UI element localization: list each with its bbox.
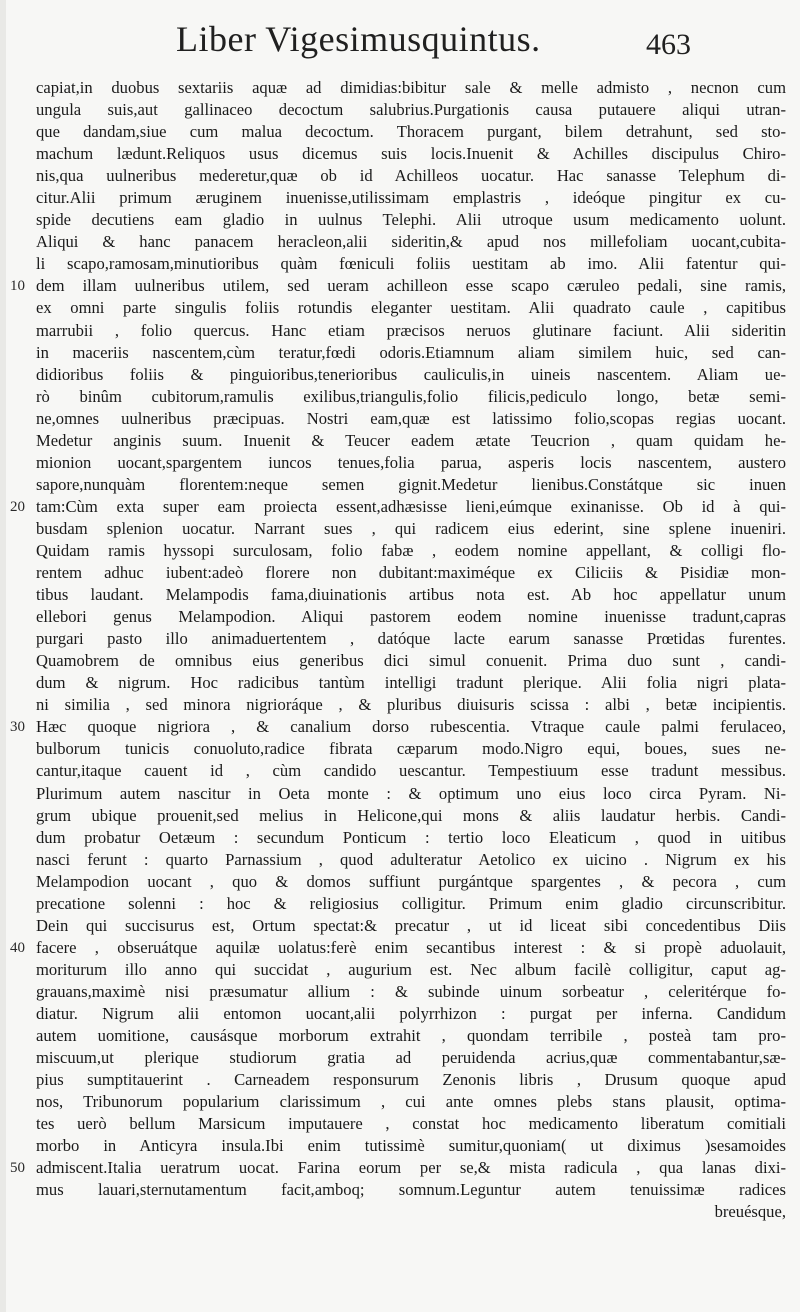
margin-line-number: 20 <box>10 498 25 515</box>
text-line <box>36 1135 786 1157</box>
text-line <box>36 1025 786 1047</box>
line-text: marrubii , folio quercus. Hanc etiam præcisos neruos glutinare faciunt. Alii sideritin <box>36 320 786 340</box>
text-line <box>36 562 786 584</box>
text-line <box>36 584 786 606</box>
text-line <box>36 165 786 187</box>
text-line <box>36 121 786 143</box>
text-line <box>10 716 786 738</box>
text-line <box>36 783 786 805</box>
text-line <box>36 871 786 893</box>
line-text: mionion uocant,spargentem iuncos tenues,folia parua, asperis locis nascentem, austero <box>36 452 786 472</box>
text-line <box>36 1047 786 1069</box>
line-text: Quidam ramis hyssopi surculosam, folio fabæ , eodem nomine appellant, & colligi flo- <box>36 540 786 560</box>
text-line <box>36 1069 786 1091</box>
line-text: tes uerò bellum Marsicum imputauere , constat hoc medicamento liberatum comitiali <box>36 1114 786 1134</box>
running-title: Liber Vigesimusquintus. <box>176 19 541 59</box>
text-line <box>36 99 786 121</box>
line-text: spide decutiens eam gladio in uulnus Telephi. Alii utroque usum medicamento uolunt. <box>36 210 786 230</box>
line-text: facere , obseruátque aquilæ uolatus:ferè enim secantibus interest : & si propè aduolauit, <box>36 937 786 957</box>
text-line <box>36 650 786 672</box>
line-text: capiat,in duobus sextariis aquæ ad dimidias:bibitur sale & melle admisto , necnon cum <box>36 78 786 97</box>
line-text: didioribus foliis & pinguioribus,tenerioribus cauliculis,in uineis nascentem. Aliam ue- <box>36 364 786 384</box>
text-line <box>10 1157 786 1179</box>
line-text: Melampodion uocant , quo & domos suffiunt purgántque spargentes , & pecora , cum <box>36 871 786 891</box>
line-text: li scapo,ramosam,minutioribus quàm fœniculi foliis uestitam ab imo. Alii fatentur qui- <box>36 254 786 274</box>
line-text: busdam splenion uocatur. Narrant sues , qui radicem eius ederint, sine splene inueniri. <box>36 518 786 538</box>
text-line <box>36 1091 786 1113</box>
text-line <box>36 805 786 827</box>
text-line <box>36 915 786 937</box>
text-line <box>36 364 786 386</box>
text-line <box>36 959 786 981</box>
line-text: bulborum tunicis conuoluto,radice fibrata cæparum modo.Nigro equi, boues, sues ne- <box>36 739 786 759</box>
text-line <box>36 518 786 540</box>
text-line <box>36 893 786 915</box>
line-text: diatur. Nigrum alii entomon uocant,alii polyrrhizon : purgat per inferna. Candidum <box>36 1003 786 1023</box>
text-line <box>36 253 786 275</box>
text-line <box>36 143 786 165</box>
text-line <box>36 540 786 562</box>
line-text: miscuum,ut plerique studiorum gratia ad peruidenda acrius,quæ commentabantur,sæ- <box>36 1048 786 1068</box>
line-text: moriturum illo anno qui succidat , augurium est. Nec album facilè colligitur, caput ag- <box>36 959 786 979</box>
line-text: purgari pasto illo animaduertentem , datóque lacte earum sanasse Prœtidas furentes. <box>36 629 786 649</box>
text-line <box>36 606 786 628</box>
line-text: rò binûm cubitorum,ramulis exilibus,triangulis,folio filicis,pediculo longo, betæ semi- <box>36 386 786 406</box>
text-line <box>36 209 786 231</box>
text-line <box>36 1201 786 1223</box>
text-line <box>36 386 786 408</box>
margin-line-number: 30 <box>10 719 25 736</box>
text-line <box>36 408 786 430</box>
text-line <box>36 77 786 99</box>
line-text: dum probatur Oetæum : secundum Ponticum : tertio loco Eleaticum , quod in uitibus <box>36 827 786 847</box>
text-line <box>36 694 786 716</box>
line-text: citur.Alii primum æruginem inuenisse,utilissimam emplastris , ideóque pingitur ex cu- <box>36 188 786 208</box>
text-line <box>36 297 786 319</box>
text-line <box>36 1003 786 1025</box>
line-text: pius sumptitauerint . Carneadem responsurum Zenonis libris , Drusum quoque apud <box>36 1070 786 1090</box>
text-line <box>36 981 786 1003</box>
line-text: grum ubique prouenit,sed melius in Helicone,qui mons & aliis laudatur herbis. Candi- <box>36 805 786 825</box>
line-text: cantur,itaque cauent id , cùm candido uescantur. Tempestiuum esse tradunt messibus. <box>36 761 786 781</box>
text-line <box>36 738 786 760</box>
text-line <box>36 1113 786 1135</box>
text-line <box>36 231 786 253</box>
text-line <box>10 937 786 959</box>
text-line <box>36 452 786 474</box>
line-text: ni similia , sed minora nigrioráque , & pluribus diuisuris scissa : albi , betæ incipientis. <box>36 695 786 715</box>
line-text: Dein qui succisurus est, Ortum spectat:& precatur , ut id liceat sibi concedentibus Diis <box>36 915 786 935</box>
line-text: ex omni parte singulis foliis rotundis eleganter uestitam. Alii quadrato caule , capitibus <box>36 298 786 318</box>
line-text: que dandam,siue cum malua decoctum. Thoracem purgant, bilem detrahunt, sed sto- <box>36 122 786 142</box>
text-line <box>36 342 786 364</box>
text-line <box>36 474 786 496</box>
page-number: 463 <box>646 28 691 61</box>
line-text: ne,omnes uulneribus præcipuas. Nostri eam,quæ est latissimo folio,scopas regias uocant. <box>36 408 786 428</box>
line-text: Plurimum autem nascitur in Oeta monte : & optimum uno eius loco circa Pyram. Ni- <box>36 783 786 803</box>
line-text: Hæc quoque nigriora , & canalium dorso rubescentia. Vtraque caule palmi ferulaceo, <box>36 717 786 737</box>
line-text: rentem adhuc iubent:adeò florere non dubitant:maximéque ex Ciliciis & Pisidiæ mon- <box>36 563 786 583</box>
text-line <box>10 275 786 297</box>
line-text: mus lauari,sternutamentum facit,amboq; somnum.Leguntur autem tenuissimæ radices <box>36 1180 786 1200</box>
line-text: tam:Cùm exta super eam proiecta essent,adhæsisse lieni,eúmque exinanisse. Ob id à qui- <box>36 496 786 516</box>
text-line <box>36 628 786 650</box>
margin-line-number: 10 <box>10 278 25 295</box>
line-text: dem illam uulneribus utilem, sed ueram achilleon esse scapo cæruleo pedali, sine ramis, <box>36 276 786 296</box>
text-line <box>36 430 786 452</box>
line-text: dum & nigrum. Hoc radicibus tantùm intelligi tradunt plerique. Alii folia nigri plata- <box>36 673 786 693</box>
line-text: machum lædunt.Reliquos usus dicemus suis locis.Inuenit & Achilles discipulus Chiro- <box>36 144 786 164</box>
text-line <box>10 496 786 518</box>
line-text: nos, Tribunorum popularium clarissimum , cui ante omnes plebs stans plausit, optima- <box>36 1092 786 1112</box>
text-line <box>36 187 786 209</box>
line-text: sapore,nunquàm florentem:neque semen gignit.Medetur lienibus.Constátque sic inuen <box>36 474 786 494</box>
line-text: admiscent.Italia ueratrum uocat. Farina eorum per se,& mista radicula , qua lanas dixi- <box>36 1158 786 1178</box>
text-line <box>36 1179 786 1201</box>
line-text: in maceriis nascentem,cùm teratur,fœdi odoris.Etiamnum aliam similem huic, sed can- <box>36 342 786 362</box>
line-text: precatione solenni : hoc & religiosius colligitur. Primum enim gladio circunscribitur. <box>36 893 786 913</box>
line-text: breuésque, <box>714 1202 786 1222</box>
body-text <box>10 77 786 1223</box>
line-text: ellebori genus Melampodion. Aliqui pastorem eodem nomine inuenisse tradunt,capras <box>36 607 786 627</box>
margin-line-number: 50 <box>10 1160 25 1177</box>
line-text: nasci ferunt : quarto Parnassium , quod adulteratur Aetolico ex uicino . Nigrum ex his <box>36 849 786 869</box>
line-text: nis,qua uulneribus mederetur,quæ ob id Achilleos uocatur. Hac sanasse Telephum di- <box>36 166 786 186</box>
line-text: Medetur anginis suum. Inuenit & Teucer eadem ætate Teucrion , quam quidam he- <box>36 430 786 450</box>
line-text: autem uomitione, causásque morborum extrahit , quondam terribile , posteà tam pro- <box>36 1026 786 1046</box>
text-line <box>36 849 786 871</box>
line-text: Quamobrem de omnibus eius generibus dici simul conuenit. Prima duo sunt , candi- <box>36 651 786 671</box>
line-text: ungula suis,aut gallinaceo decoctum salubrius.Purgationis causa putauere aliqui utran- <box>36 100 786 120</box>
text-line <box>36 672 786 694</box>
line-text: grauans,maximè nisi præsumatur allium : & subinde uinum sorbeatur , celeritérque fo- <box>36 981 786 1001</box>
line-text: tibus laudant. Melampodis fama,diuinationis artibus nota est. Ab hoc appellatur unum <box>36 585 786 605</box>
line-text: morbo in Anticyra insula.Ibi enim tutissimè sumitur,quoniam( ut diximus )sesamoides <box>36 1136 786 1156</box>
line-text: Aliqui & hanc panacem heracleon,alii sideritin,& apud nos millefoliam uocant,cubita- <box>36 232 786 252</box>
margin-line-number: 40 <box>10 939 25 956</box>
text-line <box>36 320 786 342</box>
text-line <box>36 760 786 782</box>
text-line <box>36 827 786 849</box>
